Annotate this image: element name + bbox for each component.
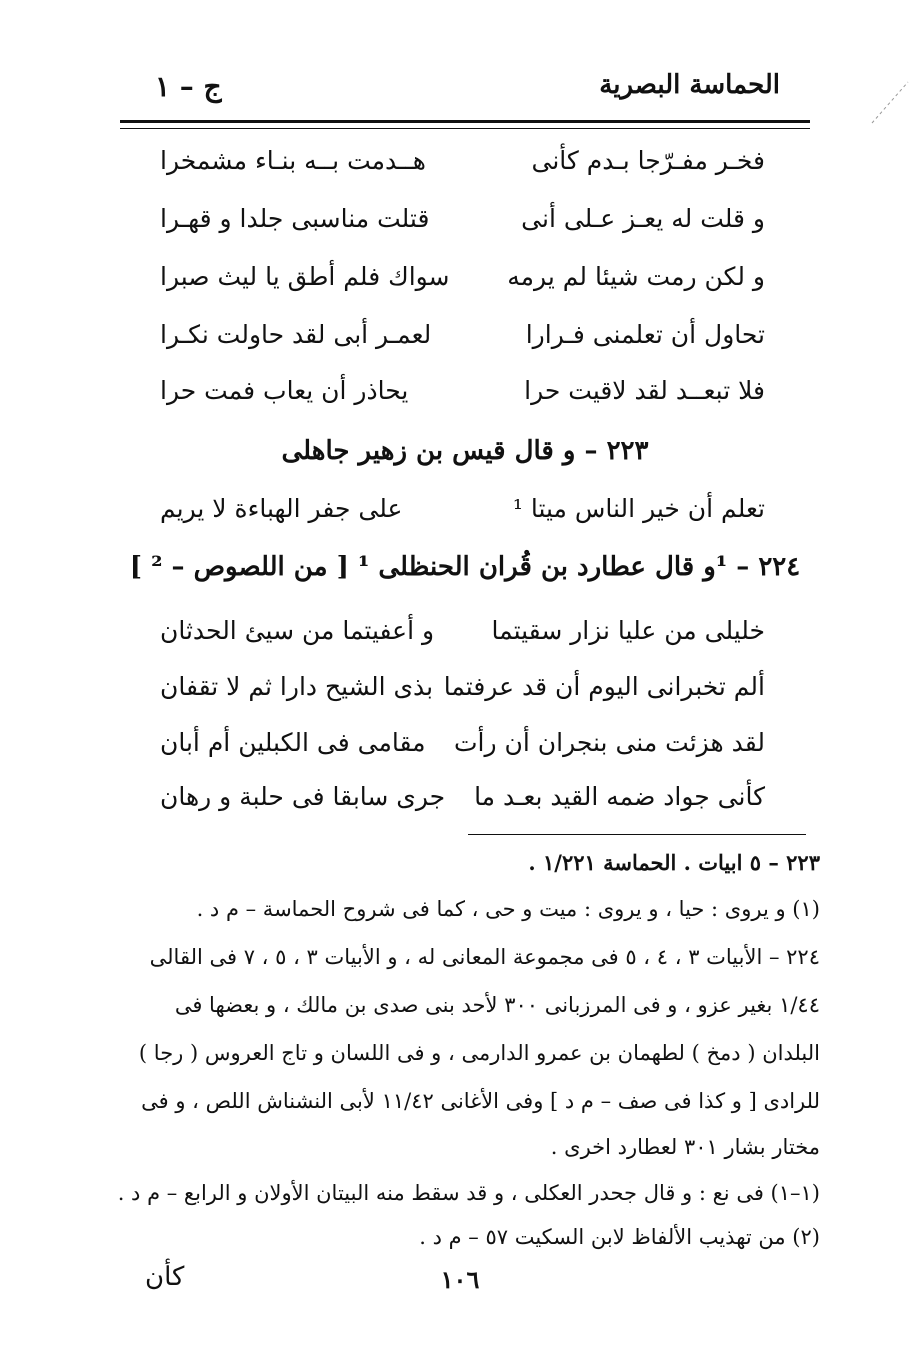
verse-hemistich-second: بذى الشيح دارا ثم لا تقفان [160, 672, 434, 701]
verse-hemistich-second: سواك فلم أطق يا ليث صبرا [160, 262, 450, 291]
verse-hemistich-first: كأنى جواد ضمه القيد بعـد ما [474, 782, 765, 811]
verse-hemistich-first: تحاول أن تعلمنى فـرارا [525, 320, 765, 349]
verse-hemistich-second: قتلت مناسبى جلدا و قهـرا [160, 204, 430, 233]
verse-hemistich-first: خليلى من عليا نزار سقيتما [491, 616, 765, 645]
footnote-line: ٢٢٣ – ٥ ابيات . الحماسة ١/٢٢١ . [528, 850, 820, 875]
verse-line [160, 610, 765, 660]
verse-hemistich-second: مقامى فى الكبلين أم أبان [160, 728, 426, 757]
verse-hemistich-second: جرى سابقا فى حلبة و رهان [160, 782, 446, 811]
verse-line [160, 722, 765, 772]
verse-hemistich-second: و أعفيتما من سيئ الحدثان [160, 616, 435, 645]
verse-hemistich-first: ألم تخبرانى اليوم أن قد عرفتما [443, 672, 765, 701]
verse-hemistich-second: هــدمت بــه بنـاء مشمخرا [160, 146, 426, 175]
running-head-part: ج – ١ [155, 70, 222, 103]
footnote-line: ٢٢٤ – الأبيات ٣ ، ٤ ، ٥ فى مجموعة المعانى له ، و الأبيات ٣ ، ٥ ، ٧ فى القالى [149, 945, 820, 969]
footnote-line: (٢) من تهذيب الألفاظ لابن السكيت ٥٧ – م د . [419, 1225, 820, 1249]
footnote-line: ١/٤٤ بغير عزو ، و فى المرزبانى ٣٠٠ لأحد بنى صدى بن مالك ، و بعضها فى [174, 993, 820, 1017]
catchword: كأن [145, 1262, 185, 1292]
verse-line [160, 776, 765, 826]
verse-line [160, 370, 765, 420]
page-number: ١٠٦ [440, 1265, 480, 1294]
page-fold-mark [870, 80, 910, 125]
verse-hemistich-first: تعلم أن خير الناس ميتا ¹ [512, 494, 765, 523]
footnote-line: (١–١) فى نع : و قال جحدر العكلى ، و قد سقط منه البيتان الأولان و الرابع – م د . [117, 1181, 820, 1205]
verse-hemistich-first: و لكن رمت شيئا لم يرمه [507, 262, 765, 291]
running-head-title: الحماسة البصرية [599, 70, 780, 100]
verse-hemistich-first: فلا تبعــد لقد لاقيت حرا [524, 376, 765, 405]
verse-line [160, 198, 765, 248]
header-rule-thick [120, 120, 810, 123]
verse-line [160, 256, 765, 306]
verse-hemistich-second: على جفر الهباءة لا يريم [160, 494, 403, 523]
footnote-line: (١) و يروى : حيا ، و يروى : ميت و حى ، كما فى شروح الحماسة – م د . [196, 897, 820, 921]
verse-line [160, 488, 765, 538]
footnote-line: للرادى [ و كذا فى صف – م د ] وفى الأغانى ١١/٤٢ لأبى النشناش اللص ، و فى [141, 1089, 820, 1113]
verse-line [160, 666, 765, 716]
footnote-line: مختار بشار ٣٠١ لعطارد اخرى . [550, 1135, 820, 1159]
verse-line [160, 140, 765, 190]
verse-hemistich-second: يحاذر أن يعاب فمت حرا [160, 376, 409, 405]
poem-heading-223: ٢٢٣ – و قال قيس بن زهير جاهلى [281, 436, 649, 466]
poem-heading-224: ٢٢٤ – ¹و قال عطارد بن قُران الحنظلى ¹ [ من اللصوص – ² ] [129, 552, 801, 582]
verse-hemistich-second: لعمـر أبى لقد حاولت نكـرا [160, 320, 432, 349]
verse-hemistich-first: فخـر مفـرّجا بـدم كأنى [531, 146, 765, 175]
header-rule-thin [120, 128, 810, 129]
footnote-line: البلدان ( دمخ ) لطهمان بن عمرو الدارمى ، و فى اللسان و تاج العروس ( رجا ) [138, 1041, 820, 1065]
verse-hemistich-first: و قلت له يعـز عـلى أنى [521, 204, 765, 233]
verse-hemistich-first: لقد هزئت منى بنجران أن رأت [454, 728, 765, 757]
footnote-separator [468, 834, 806, 835]
verse-line [160, 314, 765, 364]
